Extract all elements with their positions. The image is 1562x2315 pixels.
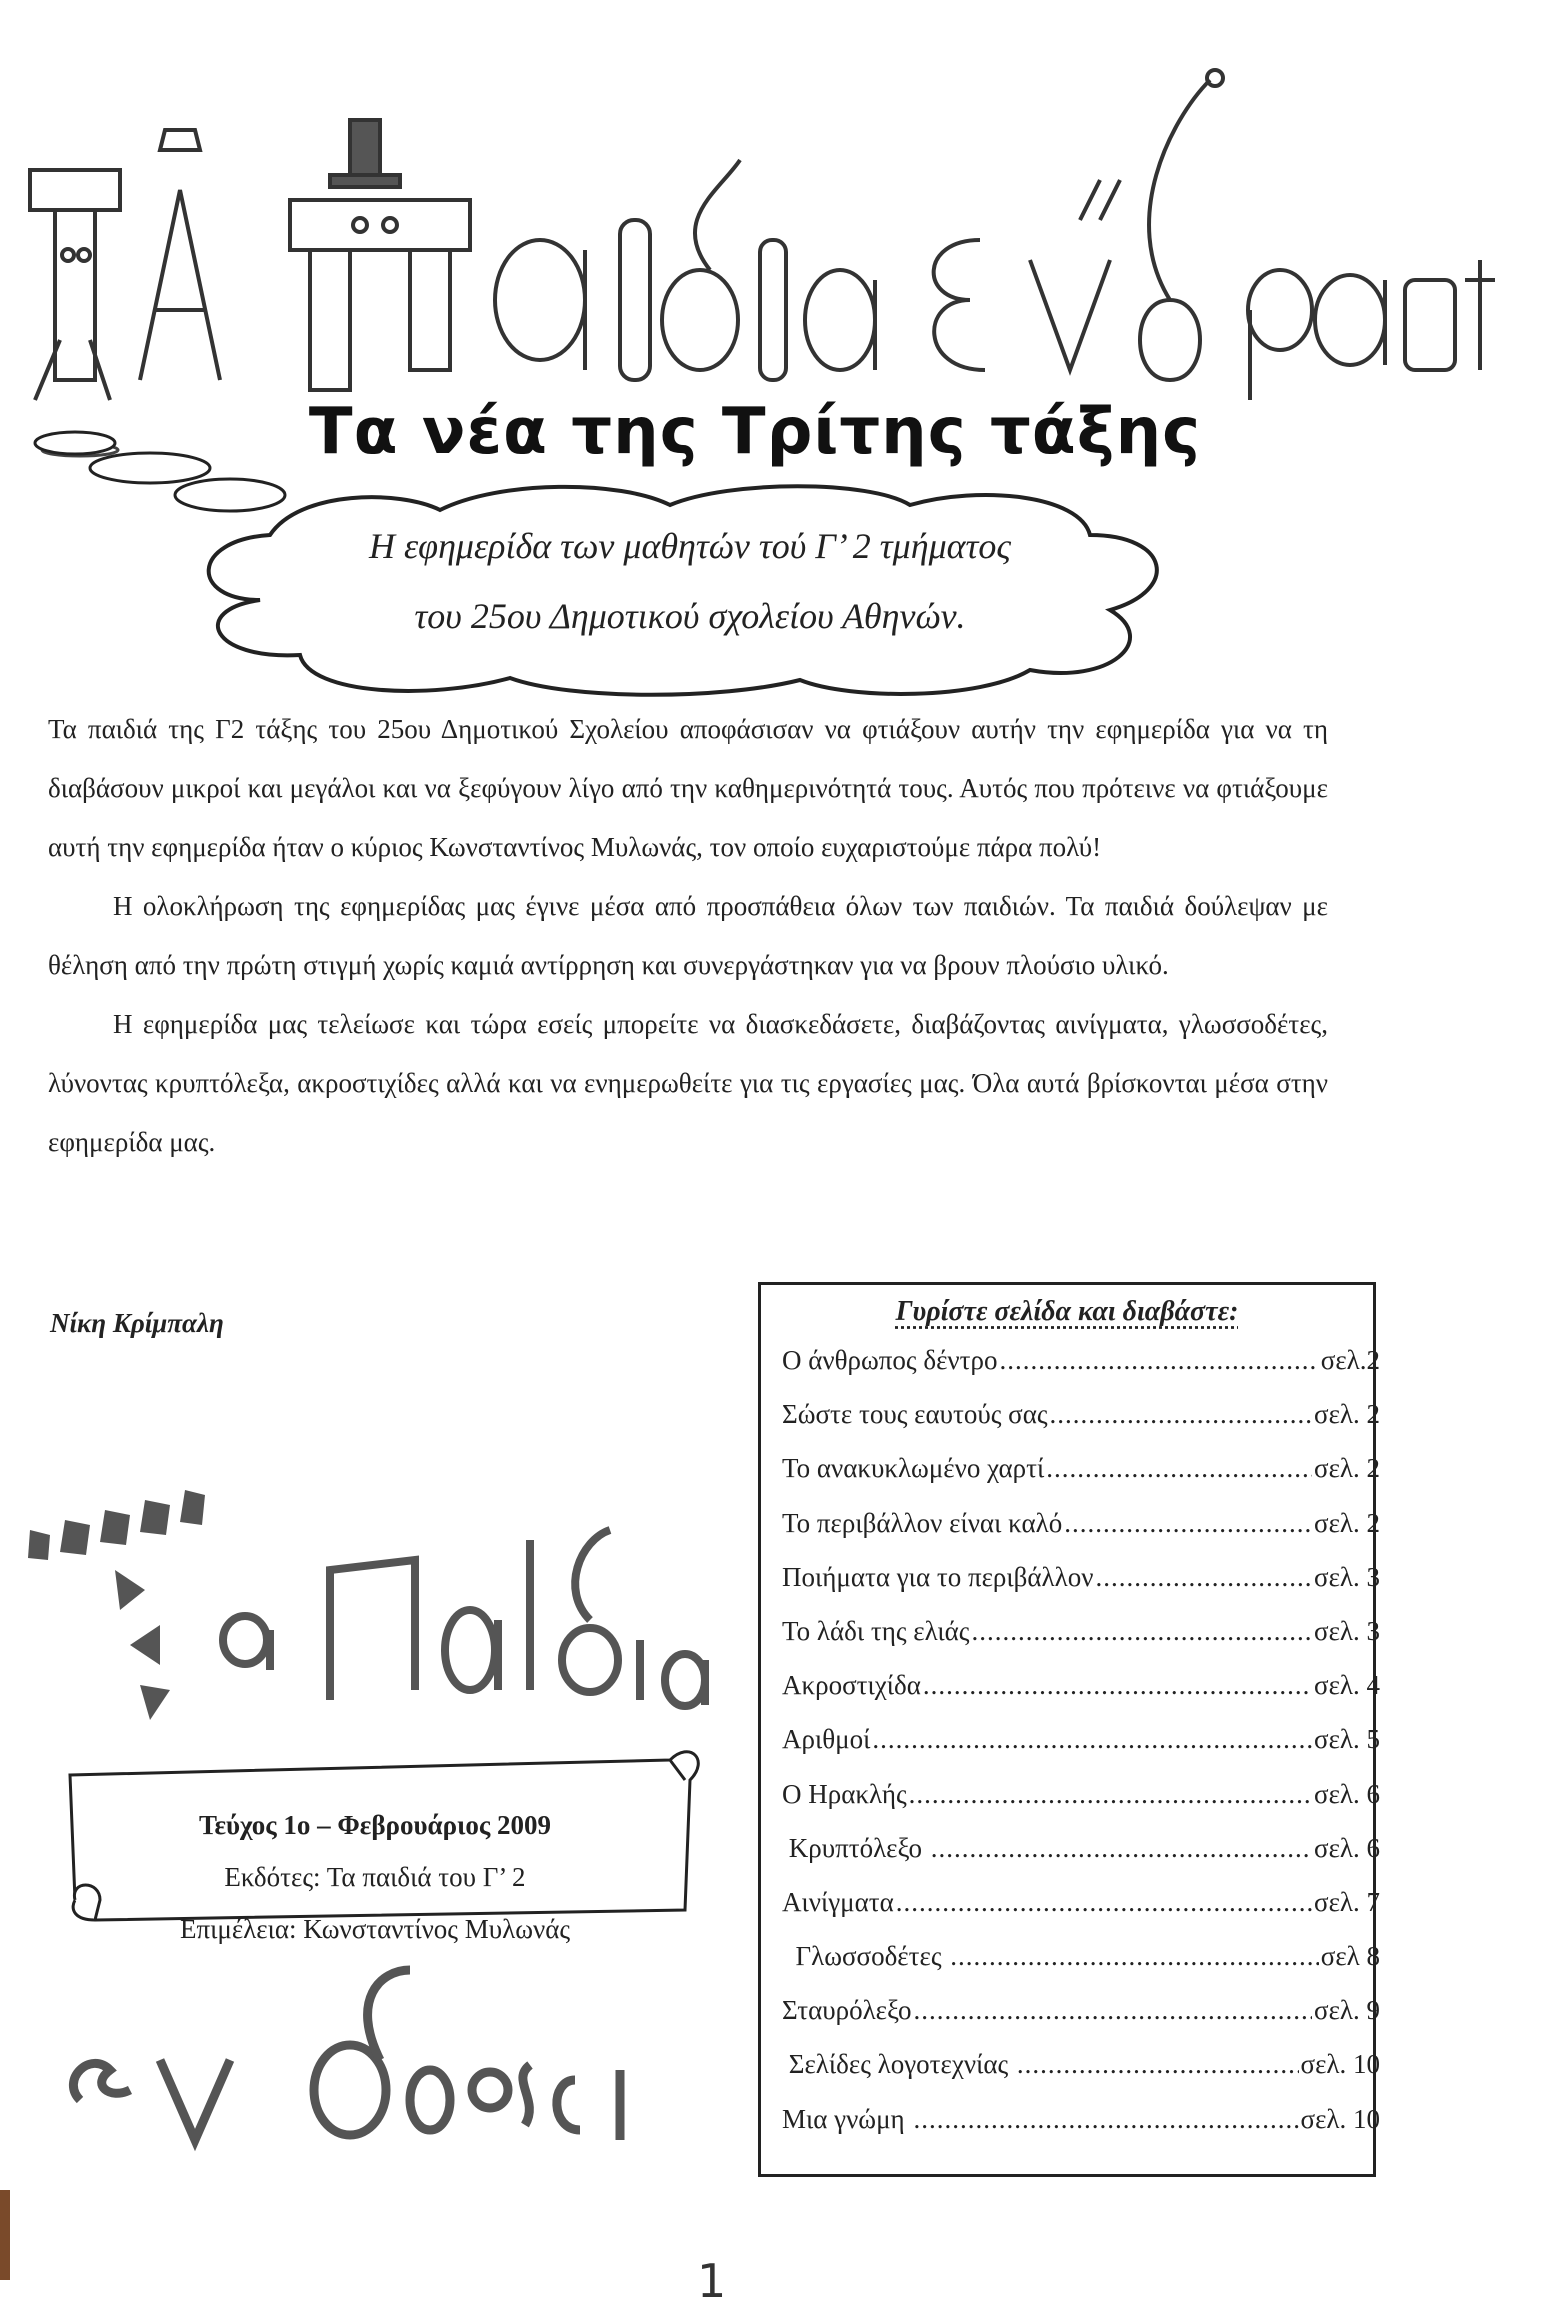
toc-item-label: Το λάδι της ελιάς: [782, 1615, 970, 1646]
toc-item-label: Αινίγματα: [782, 1886, 894, 1917]
page-number: 1: [697, 2254, 727, 2308]
toc-item-page: σελ. 2: [1314, 1453, 1380, 1484]
toc-item: [782, 1345, 1380, 1399]
toc-title: Γυρίστε σελίδα και διαβάστε:: [895, 1296, 1239, 1327]
toc-item-page: σελ. 2: [1314, 1399, 1380, 1430]
toc-item-page: σελ. 7: [1314, 1886, 1380, 1917]
toc-item-leader: [931, 1833, 1312, 1864]
toc-item-label: Ποιήματα για το περιβάλλον: [782, 1561, 1094, 1592]
toc-item-leader: [971, 1616, 1312, 1647]
toc-item: [782, 1724, 1380, 1778]
toc-item-label: Μια γνώμη: [782, 2103, 912, 2134]
toc-item-leader: [923, 1670, 1312, 1701]
toc-item-leader: [913, 2104, 1298, 2135]
cloud-banner: [150, 480, 1230, 700]
toc-item-leader: [999, 1345, 1318, 1376]
toc-item-label: Ακροστιχίδα: [782, 1670, 921, 1701]
toc-item-page: σελ 8: [1320, 1941, 1380, 1972]
toc-item-label: Σελίδες λογοτεχνίας: [782, 2049, 1015, 2080]
toc-item-page: σελ. 6: [1314, 1778, 1380, 1809]
toc-item-page: σελ.2: [1320, 1345, 1380, 1375]
toc-item-page: σελ. 9: [1314, 1995, 1380, 2026]
toc-item: [782, 1562, 1380, 1616]
toc-item-leader: [896, 1887, 1312, 1918]
toc-item-label: Σώστε τους εαυτούς σας: [782, 1399, 1048, 1430]
toc-item-leader: [872, 1724, 1312, 1755]
toc-item: [782, 1616, 1380, 1670]
toc-item-page: σελ. 6: [1314, 1832, 1380, 1863]
toc-item-label: Αριθμοί: [782, 1724, 871, 1755]
toc-item-leader: [1064, 1508, 1312, 1539]
publishers-line: Εκδότες: Τα παιδιά του Γ’ 2: [224, 1862, 526, 1892]
cloud-line-1: Η εφημερίδα των μαθητών τού Γ’ 2 τμήματος: [368, 526, 1012, 566]
toc-item: [782, 1670, 1380, 1724]
toc-item: [782, 1887, 1380, 1941]
toc-item-leader: [950, 1941, 1318, 1972]
toc-item-leader: [1046, 1453, 1312, 1484]
toc-item-leader: [1095, 1562, 1312, 1593]
toc-item: [782, 1833, 1380, 1887]
toc-item-page: σελ. 10: [1300, 2103, 1380, 2134]
intro-article: [48, 700, 1328, 1172]
toc-item: [782, 1508, 1380, 1562]
author-signature: Νίκη Κρίμπαλη: [50, 1308, 224, 1338]
toc-item-label: Ο άνθρωπος δέντρο: [782, 1345, 998, 1375]
editor-line: Επιμέλεια: Κωνσταντίνος Μυλωνάς: [179, 1914, 571, 1944]
toc-item-page: σελ. 3: [1314, 1615, 1380, 1646]
toc-item: [782, 2104, 1380, 2158]
intro-paragraph: Η εφημερίδα μας τελείωσε και τώρα εσείς μπορείτε να διασκεδάσετε, διαβάζοντας αινίγματα, γλωσσοδέτες, λύνοντας κρυπτόλεξα, ακροστιχίδες αλλά και να ενημερωθείτε για τις εργασίες μας. Όλα αυτά βρίσκονται μέσα στην εφημερίδα μας.: [48, 1009, 1328, 1157]
toc-item: [782, 1941, 1380, 1995]
toc-item: [782, 1453, 1380, 1507]
toc-item-leader: [914, 1995, 1312, 2026]
newspaper-subtitle: Τα νέα της Τρίτης τάξης: [308, 395, 1202, 469]
toc-item-page: σελ. 2: [1314, 1507, 1380, 1538]
toc-item-label: Κρυπτόλεξο: [782, 1832, 929, 1863]
toc-item-label: Γλωσσοδέτες: [782, 1941, 949, 1972]
toc-item-leader: [1050, 1399, 1312, 1430]
scan-edge-mark: [0, 2190, 10, 2280]
cloud-bubbles: [30, 425, 290, 515]
cloud-line-2: του 25ου Δημοτικού σχολείου Αθηνών.: [414, 596, 966, 636]
intro-paragraph: Η ολοκλήρωση της εφημερίδας μας έγινε μέσα από προσπάθεια όλων των παιδιών. Τα παιδιά δούλεψαν με θέληση από την πρώτη στιγμή χωρίς καμιά αντίρρηση και συνεργάστηκαν για να βρουν πλούσιο υλικό.: [48, 891, 1328, 980]
toc-item: [782, 2049, 1380, 2103]
toc-item-page: σελ. 4: [1314, 1670, 1380, 1701]
toc-item: [782, 1995, 1380, 2049]
toc-item-leader: [1017, 2049, 1299, 2080]
toc-item-page: σελ. 10: [1300, 2049, 1380, 2080]
toc-item-page: σελ. 5: [1314, 1724, 1380, 1755]
issue-line: Τεύχος 1ο – Φεβρουάριος 2009: [198, 1810, 552, 1840]
toc-item-label: Το ανακυκλωμένο χαρτί: [782, 1453, 1045, 1484]
intro-paragraph: Τα παιδιά της Γ2 τάξης του 25ου Δημοτικού Σχολείου αποφάσισαν να φτιάξουν αυτήν την εφημερίδα για να τη διαβάσουν μικροί και μεγάλοι και να ξεφύγουν λίγο από την καθημερινότητά τους. Αυτός που πρότεινε να φτιάξουμε αυτή την εφημερίδα ήταν ο κύριος Κωνσταντίνος Μυλωνάς, τον οποίο ευχαριστούμε πάρα πολύ!: [48, 714, 1328, 862]
toc-item: [782, 1779, 1380, 1833]
toc-item-label: Ο Ηρακλής: [782, 1778, 907, 1809]
toc-item-leader: [909, 1779, 1312, 1810]
toc-item-label: Σταυρόλεξο: [782, 1995, 912, 2026]
toc-item: [782, 1399, 1380, 1453]
toc-list: [782, 1345, 1380, 2158]
toc-item-page: σελ. 3: [1314, 1561, 1380, 1592]
toc-item-label: Το περιβάλλον είναι καλό: [782, 1507, 1063, 1538]
